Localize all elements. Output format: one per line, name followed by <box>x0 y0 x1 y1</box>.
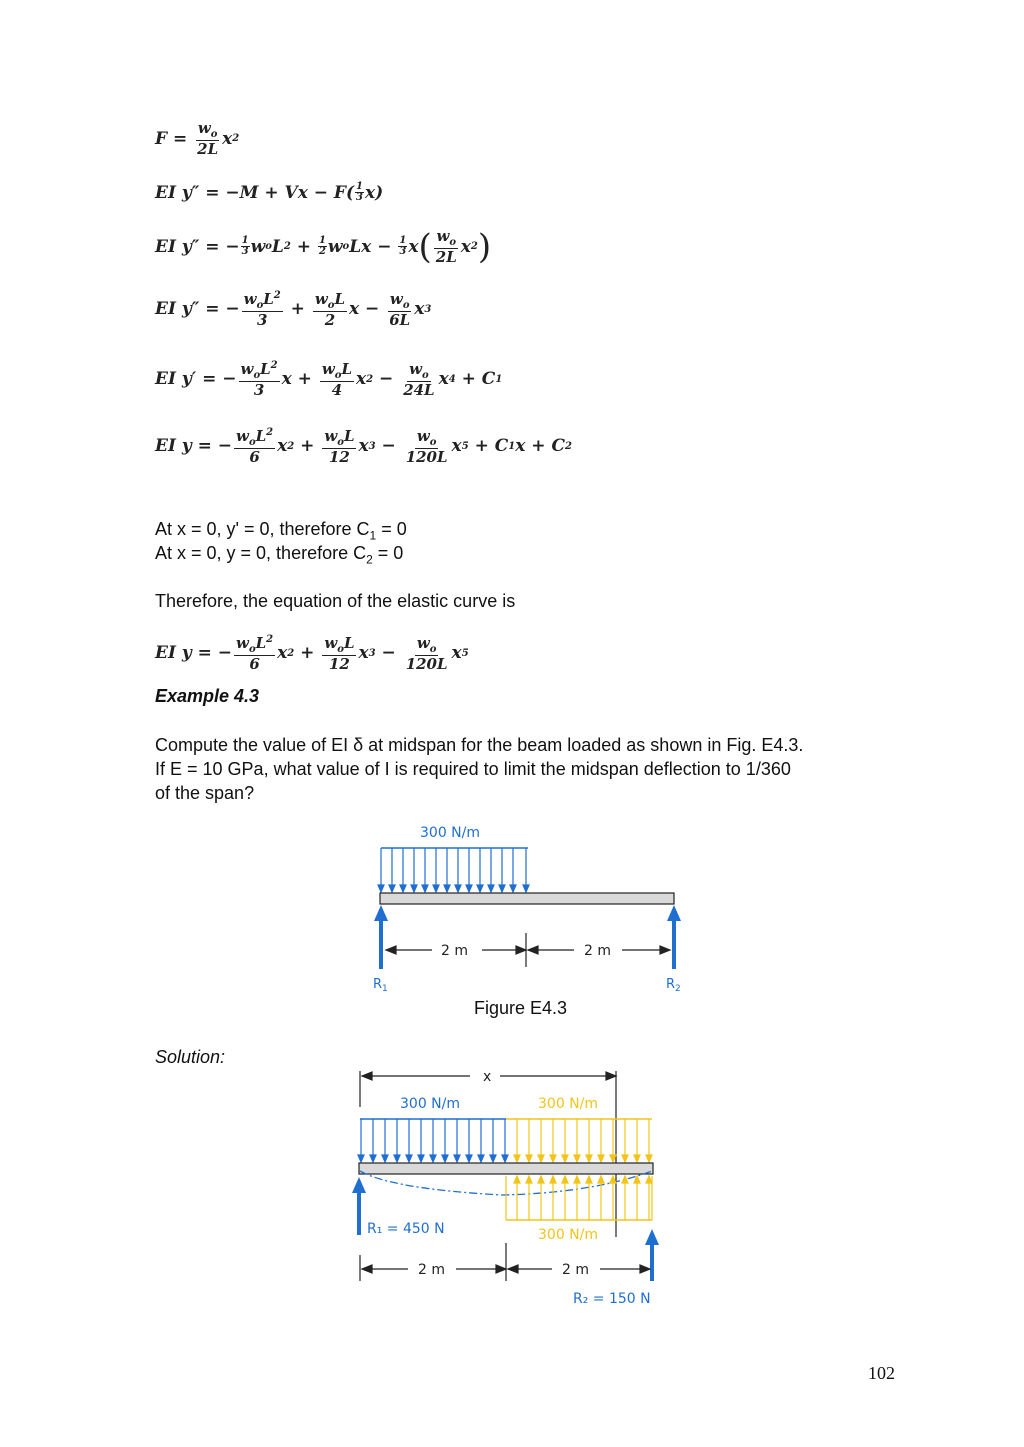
fig1-span-right: 2 m <box>584 943 611 959</box>
problem-line-3: of the span? <box>155 783 255 803</box>
fig2-span-left: 2 m <box>418 1262 445 1278</box>
equation-4: EI y″ = − $\frac{w_oL^2}{3}$ + $\frac{w_oL}{2}$ x − $\frac{w_o}{6L}$ x 3 <box>155 289 432 329</box>
fig1-load-label: 300 N/m <box>420 825 480 841</box>
fig1-r2-label: $R_2$ <box>666 977 681 994</box>
fig2-span-dimensions <box>360 1243 650 1281</box>
figure-e4-3 <box>360 815 700 1000</box>
page-number: 102 <box>868 1363 895 1383</box>
fig2-reaction-r2-arrow <box>645 1229 659 1281</box>
fig2-load-yellow-bottom-label: 300 N/m <box>538 1227 598 1243</box>
equation-5: EI y′ = − $\frac{w_oL^2}{3}$ x + $\frac{w_oL}{4}$ x 2 − $\frac{w_o}{24L}$ x 4 + C 1 <box>155 359 503 399</box>
boundary-condition-1: At x = 0, y' = 0, therefore $C_1 = 0$ <box>155 519 407 543</box>
solution-figure <box>352 1063 672 1313</box>
equation-1: F = $\frac{w_o}{2L}$ x 2 <box>155 119 240 158</box>
equation-3: EI y″ = − 1 3 w o L 2 + 1 2 w o Lx − 1 3 x ( $\frac{w_o}{2L}$ x 2 ) <box>155 226 492 267</box>
fig2-span-right: 2 m <box>562 1262 589 1278</box>
fig2-load-yellow-top-label: 300 N/m <box>538 1096 598 1112</box>
fig2-r2-label: R₂ = 150 N <box>573 1291 651 1307</box>
fig2-x-label: x <box>483 1069 492 1085</box>
boundary-condition-2: At x = 0, y = 0, therefore $C_2 = 0$ <box>155 543 404 567</box>
equation-elastic-curve: EI y = − $\frac{w_oL^2}{6}$ x 2 + $\frac{w_oL}{12}$ x 3 − $\frac{w_o}{120L}$ x 5 <box>155 633 469 673</box>
fig1-beam <box>380 893 674 904</box>
fig1-reaction-r1-arrow <box>374 905 388 969</box>
fig2-yellow-load-arrows-down <box>514 1119 652 1162</box>
equation-2: EI y″ = −M + Vx − F( 1 3 x) <box>155 181 384 203</box>
fig2-r1-label: R₁ = 450 N <box>367 1221 445 1237</box>
fig2-blue-load-arrows <box>358 1119 508 1162</box>
solution-label: Solution: <box>155 1047 226 1067</box>
fig1-dimension-lines <box>386 933 670 967</box>
fig1-load-arrows <box>378 848 529 892</box>
fig2-beam <box>359 1163 653 1174</box>
problem-line-1: Compute the value of EI δ at midspan for the beam loaded as shown in Fig. E4.3. <box>155 735 804 755</box>
fig1-span-left: 2 m <box>441 943 468 959</box>
fig1-r1-label: $R_1$ <box>373 977 388 994</box>
fig2-yellow-load-arrows-up <box>514 1176 652 1220</box>
example-heading: Example 4.3 <box>155 686 260 706</box>
fig1-reaction-r2-arrow <box>667 905 681 969</box>
fig2-reaction-r1-arrow <box>352 1177 366 1235</box>
equation-6: EI y = − $\frac{w_oL^2}{6}$ x 2 + $\frac{w_oL}{12}$ x 3 − $\frac{w_o}{120L}$ x 5 + C 1 x + C 2 <box>155 426 572 466</box>
figure-caption: Figure E4.3 <box>474 998 568 1018</box>
therefore-text: Therefore, the equation of the elastic curve is <box>155 591 516 611</box>
fig2-load-blue-label: 300 N/m <box>400 1096 460 1112</box>
problem-line-2: If E = 10 GPa, what value of I is required to limit the midspan deflection to 1/360 <box>155 759 791 779</box>
